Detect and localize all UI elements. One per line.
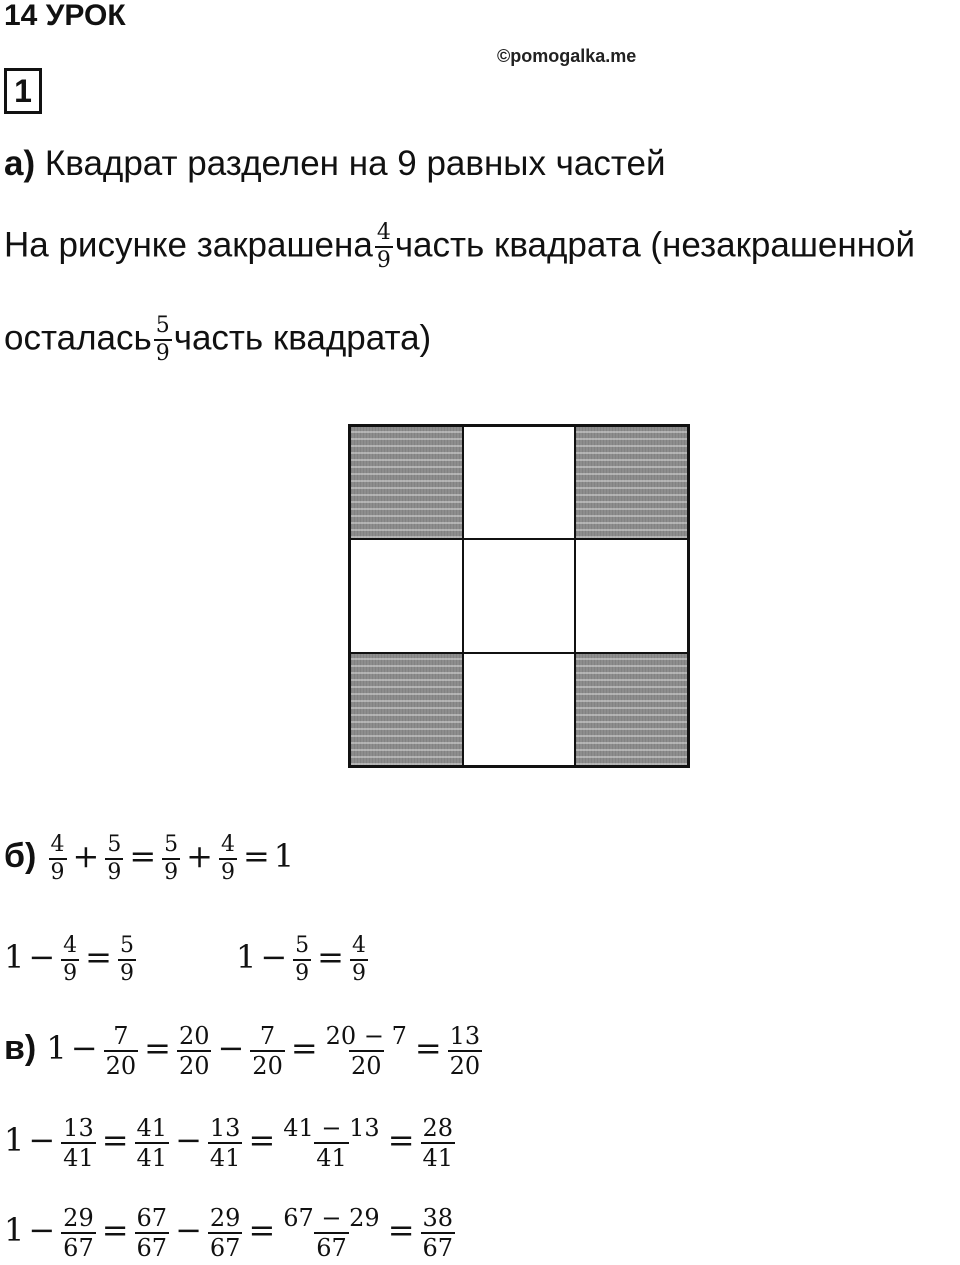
one: 1 — [4, 1121, 25, 1159]
denominator: 67 — [209, 1233, 241, 1262]
denominator: 9 — [107, 859, 122, 885]
operator: = — [387, 1121, 415, 1159]
denominator: 67 — [316, 1233, 347, 1262]
denominator: 9 — [351, 960, 366, 986]
operator: = — [248, 1211, 276, 1249]
fraction — [135, 1204, 170, 1262]
one: 1 — [4, 938, 25, 976]
white-cell — [463, 653, 576, 766]
task-number: 1 — [4, 68, 42, 114]
denominator: 20 — [178, 1051, 210, 1080]
numerator: 5 — [107, 831, 122, 857]
part-b-eq2 — [4, 927, 138, 987]
fraction — [219, 832, 237, 886]
part-a-line3 — [4, 313, 431, 367]
operator: − — [70, 1029, 98, 1067]
fraction — [208, 1204, 243, 1262]
denominator: 20 — [105, 1051, 137, 1080]
numerator: 7 — [259, 1021, 276, 1050]
shaded-cell — [350, 653, 463, 766]
numerator: 4 — [50, 831, 65, 857]
numerator: 13 — [449, 1021, 481, 1050]
numerator: 5 — [164, 831, 179, 857]
part-b-eq1 — [4, 826, 294, 886]
operator: − — [175, 1211, 202, 1249]
denominator: 20 — [449, 1051, 481, 1080]
part-a-text3a: осталась — [4, 318, 152, 358]
denominator: 67 — [136, 1233, 168, 1262]
part-a-text2b: часть квадрата (незакрашенной — [394, 225, 916, 265]
operator: − — [28, 1211, 56, 1249]
numerator: 7 — [113, 1021, 129, 1050]
fraction — [448, 1022, 483, 1080]
part-a-text2a: На рисунке закрашена — [4, 225, 373, 265]
fraction — [49, 832, 67, 886]
lesson-title: 14 УРОК — [4, 0, 126, 32]
fraction — [281, 1114, 381, 1172]
operator: = — [101, 1211, 129, 1249]
part-a-line2 — [4, 220, 915, 274]
denominator: 41 — [136, 1143, 168, 1172]
divided-square-figure — [348, 424, 690, 768]
numerator: 41 − 13 — [283, 1113, 380, 1142]
operator: = — [242, 837, 270, 875]
numerator: 4 — [376, 220, 391, 245]
numerator: 38 — [422, 1203, 454, 1232]
numerator: 13 — [63, 1113, 94, 1142]
operator: + — [72, 837, 100, 875]
numerator: 20 − 7 — [325, 1021, 407, 1050]
fraction — [324, 1022, 409, 1080]
numerator: 29 — [63, 1203, 94, 1232]
numerator: 41 — [136, 1113, 168, 1142]
fraction — [61, 1114, 96, 1172]
one: 1 — [46, 1029, 67, 1067]
fraction — [135, 1114, 170, 1172]
part-c-row1 — [4, 1018, 484, 1080]
denominator: 9 — [155, 341, 170, 366]
fraction — [208, 1114, 243, 1172]
fraction — [421, 1204, 456, 1262]
part-b-label: б) — [4, 837, 37, 875]
denominator: 41 — [63, 1143, 94, 1172]
denominator: 9 — [164, 859, 179, 885]
operator: − — [175, 1121, 202, 1159]
denominator: 9 — [376, 248, 391, 273]
denominator: 9 — [295, 960, 310, 986]
part-a-label: а) — [4, 144, 36, 183]
denominator: 20 — [252, 1051, 283, 1080]
operator: − — [28, 1121, 56, 1159]
denominator: 41 — [209, 1143, 241, 1172]
operator: = — [317, 938, 344, 976]
denominator: 9 — [63, 960, 78, 986]
shaded-cell — [575, 426, 688, 539]
fraction — [105, 832, 123, 886]
fraction — [293, 933, 311, 987]
fraction — [375, 220, 393, 274]
operator: − — [260, 938, 288, 976]
operator: = — [414, 1029, 442, 1067]
operator: = — [144, 1029, 171, 1067]
denominator: 20 — [350, 1051, 382, 1080]
operator: − — [217, 1029, 245, 1067]
white-cell — [463, 539, 576, 652]
operator: = — [387, 1211, 415, 1249]
part-b-eq3 — [236, 927, 370, 987]
white-cell — [575, 539, 688, 652]
fraction — [118, 933, 136, 987]
numerator: 5 — [295, 932, 310, 958]
watermark: ©pomogalka.me — [497, 46, 637, 66]
part-c-label: в) — [4, 1029, 37, 1067]
part-a-text1: Квадрат разделен на 9 равных частей — [44, 144, 666, 183]
denominator: 41 — [422, 1143, 454, 1172]
numerator: 20 — [178, 1021, 210, 1050]
fraction — [61, 1204, 96, 1262]
operator: − — [28, 938, 56, 976]
white-cell — [463, 426, 576, 539]
operator: = — [248, 1121, 276, 1159]
numerator: 28 — [422, 1113, 454, 1142]
one: 1 — [236, 938, 257, 976]
fraction — [104, 1022, 139, 1080]
fraction — [61, 933, 79, 987]
numerator: 4 — [63, 932, 78, 958]
fraction — [281, 1204, 381, 1262]
fraction — [154, 313, 172, 367]
part-c-row3 — [4, 1200, 457, 1262]
fraction — [177, 1022, 212, 1080]
part-c-row2 — [4, 1110, 457, 1172]
fraction — [350, 933, 368, 987]
fraction — [421, 1114, 456, 1172]
fraction — [250, 1022, 285, 1080]
part-a-text3b: часть квадрата) — [173, 318, 432, 358]
operator: = — [290, 1029, 318, 1067]
denominator: 9 — [220, 859, 235, 885]
denominator: 41 — [316, 1143, 347, 1172]
denominator: 67 — [63, 1233, 94, 1262]
operator: + — [186, 837, 213, 875]
operator: = — [101, 1121, 129, 1159]
numerator: 67 − 29 — [283, 1203, 380, 1232]
numerator: 5 — [155, 313, 170, 338]
numerator: 4 — [351, 932, 366, 958]
numerator: 13 — [209, 1113, 241, 1142]
numerator: 4 — [220, 831, 235, 857]
white-cell — [350, 539, 463, 652]
operator: = — [129, 837, 157, 875]
result: 1 — [273, 837, 295, 875]
numerator: 29 — [209, 1203, 241, 1232]
denominator: 67 — [422, 1233, 454, 1262]
fraction — [162, 832, 180, 886]
numerator: 67 — [136, 1203, 168, 1232]
denominator: 9 — [50, 859, 65, 885]
shaded-cell — [350, 426, 463, 539]
numerator: 5 — [119, 932, 134, 958]
one: 1 — [4, 1211, 25, 1249]
part-a-line1 — [4, 142, 666, 186]
operator: = — [85, 938, 112, 976]
shaded-cell — [575, 653, 688, 766]
denominator: 9 — [119, 960, 134, 986]
